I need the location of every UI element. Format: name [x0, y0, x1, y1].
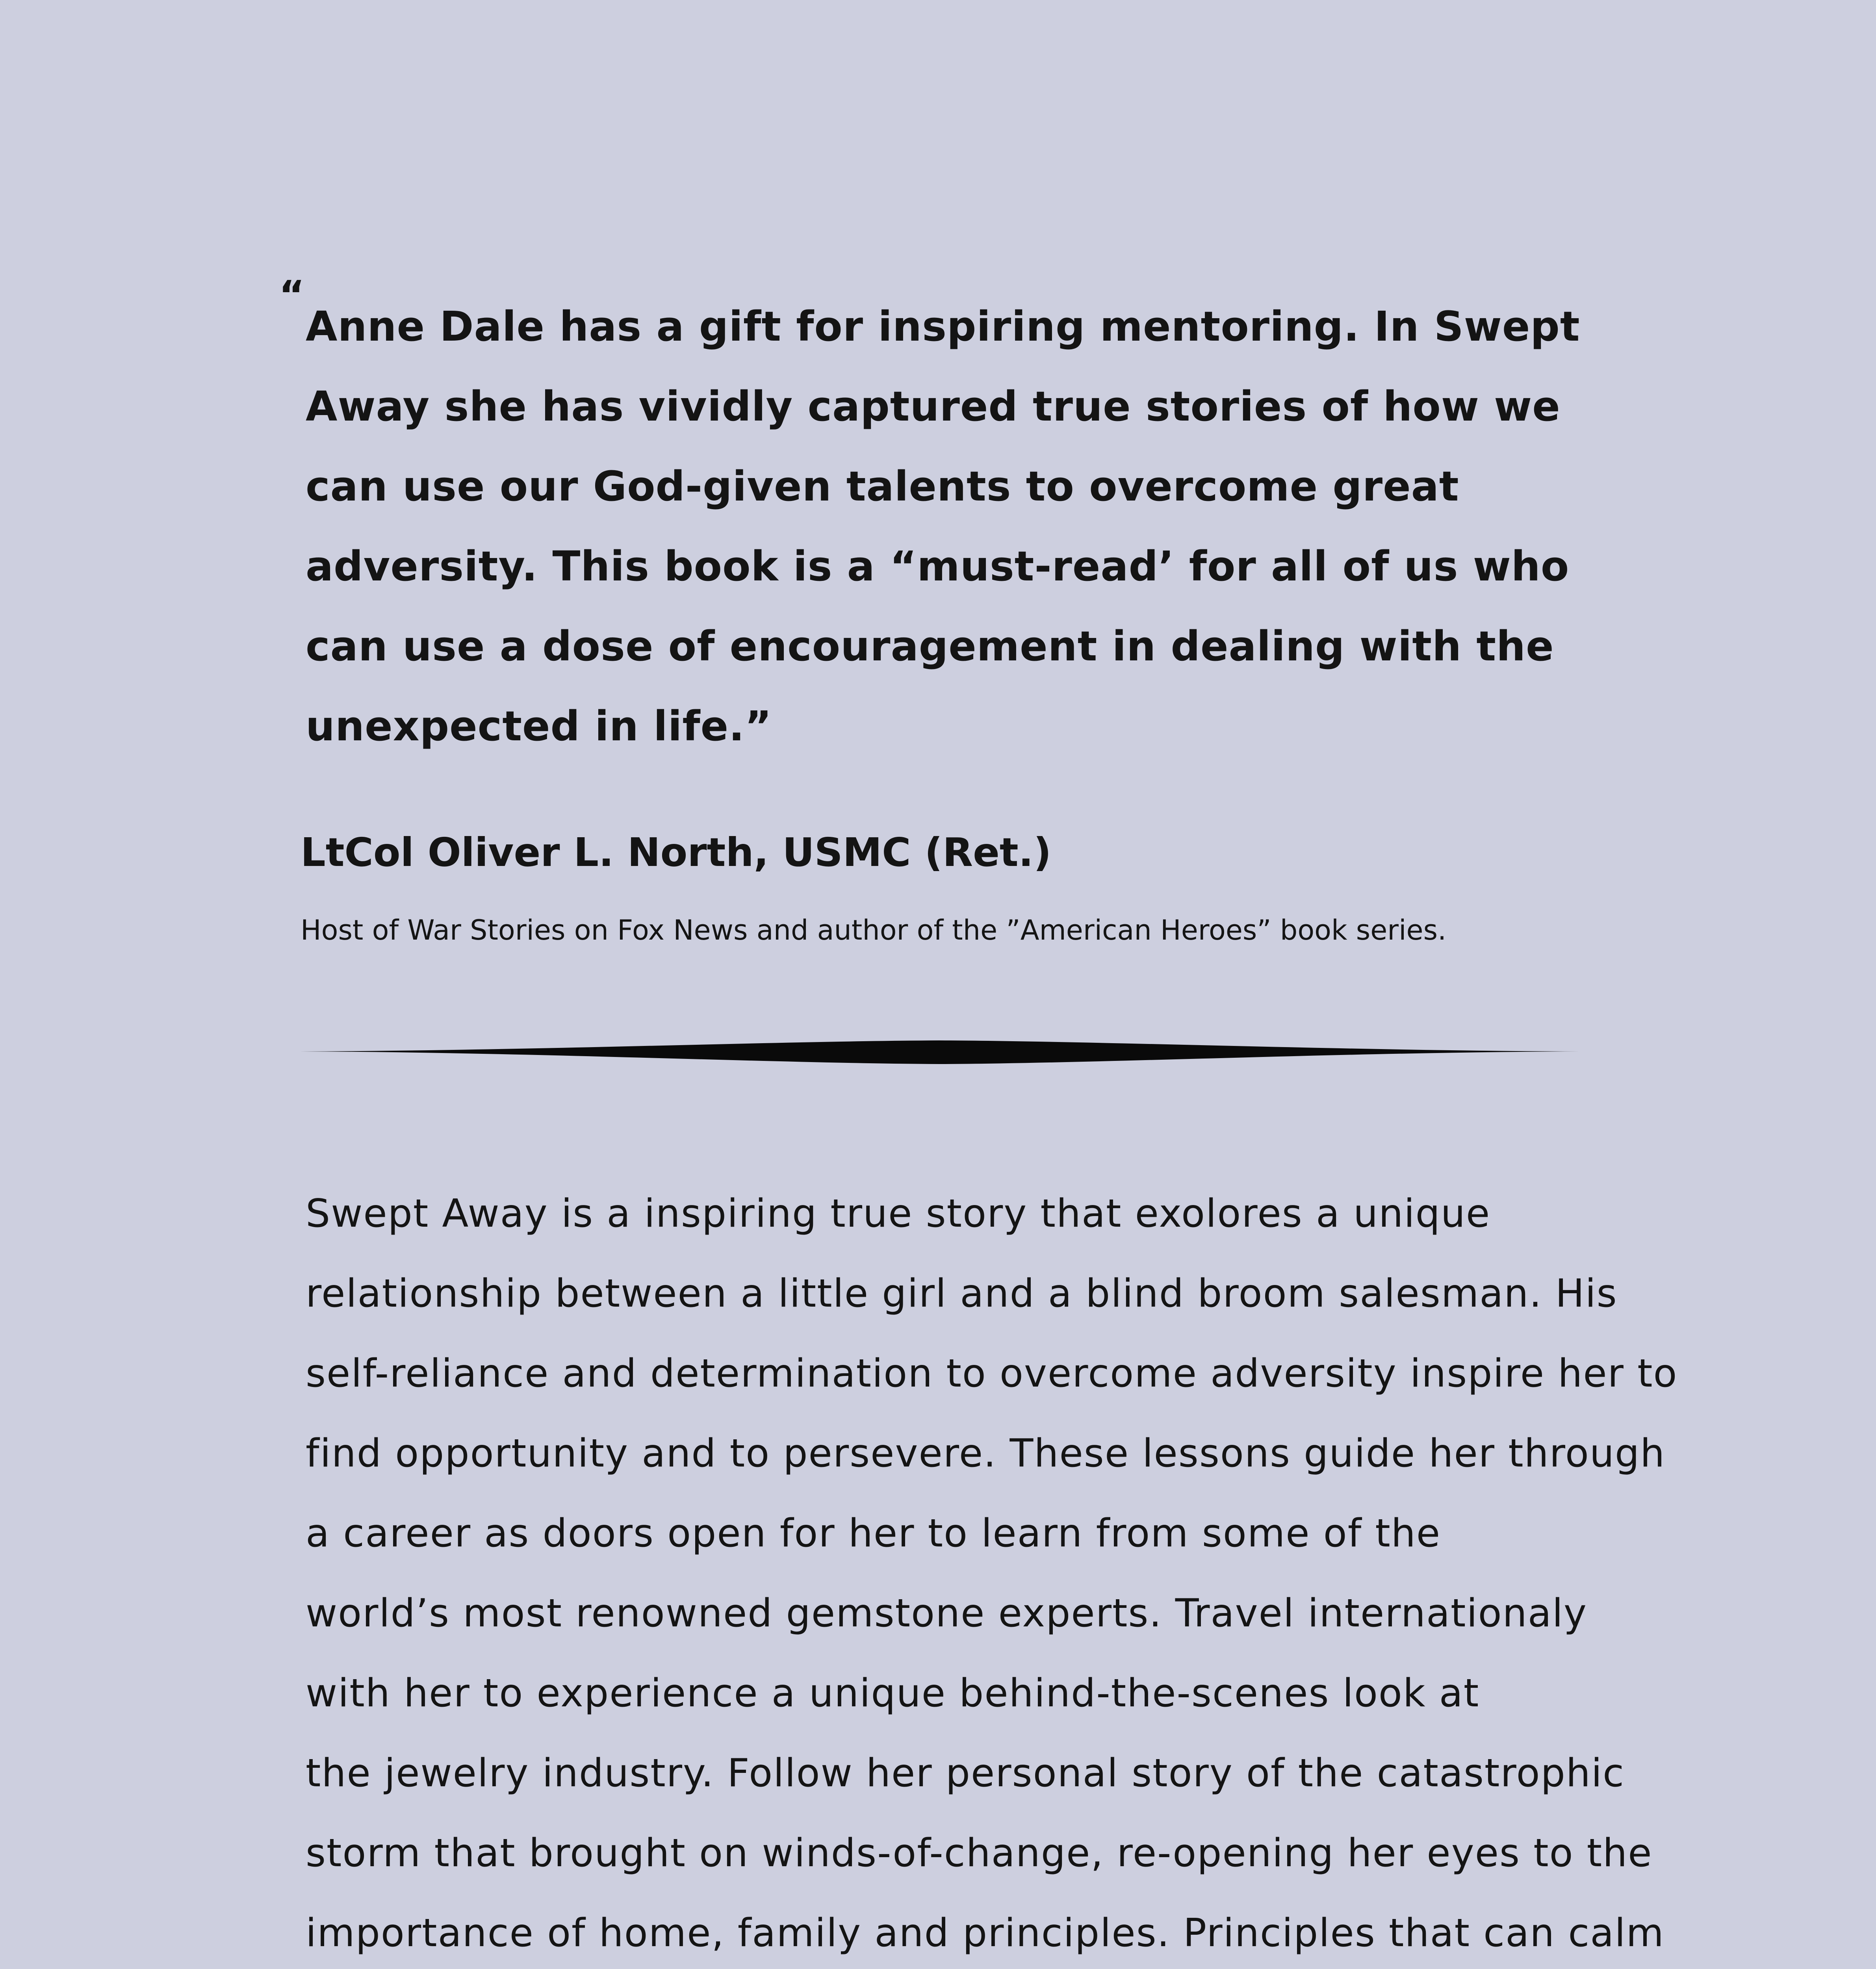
description-line: find opportunity and to persevere. These lessons guide her through [306, 1431, 1666, 1476]
description-line: a career as doors open for her to learn from some of the [306, 1511, 1441, 1556]
ornamental-divider [299, 1036, 1579, 1067]
description-line: storm that brought on winds-of-change, re-opening her eyes to the [306, 1831, 1653, 1876]
description-line: Swept Away is a inspiring true story that exolores a unique [306, 1191, 1491, 1236]
description-line: importance of home, family and principles. Principles that can calm [306, 1911, 1665, 1956]
endorser-title: Host of War Stories on Fox News and author of the ”American Heroes” book series. [301, 914, 1447, 946]
book-description [306, 1182, 1763, 1969]
quote-line: can use a dose of encouragement in dealing with the [306, 622, 1554, 670]
endorsement-quote [306, 294, 1590, 774]
quote-line: unexpected in life.” [306, 702, 772, 750]
quote-line: Anne Dale has a gift for inspiring mentoring. In Swept [306, 302, 1580, 350]
quote-line: can use our God-given talents to overcome great [306, 462, 1459, 510]
description-line: the jewelry industry. Follow her personal story of the catastrophic [306, 1751, 1625, 1796]
endorser-name: LtCol Oliver L. North, USMC (Ret.) [301, 829, 1052, 875]
open-quote-mark: “ [279, 272, 305, 318]
description-line: with her to experience a unique behind-the-scenes look at [306, 1671, 1480, 1716]
description-line: world’s most renowned gemstone experts. Travel internationaly [306, 1591, 1588, 1636]
description-line: self-reliance and determination to overcome adversity inspire her to [306, 1351, 1678, 1396]
description-line: relationship between a little girl and a blind broom salesman. His [306, 1271, 1618, 1316]
divider-swash [299, 1040, 1579, 1064]
quote-line: adversity. This book is a “must-read’ for all of us who [306, 542, 1570, 590]
quote-line: Away she has vividly captured true stories of how we [306, 382, 1561, 430]
